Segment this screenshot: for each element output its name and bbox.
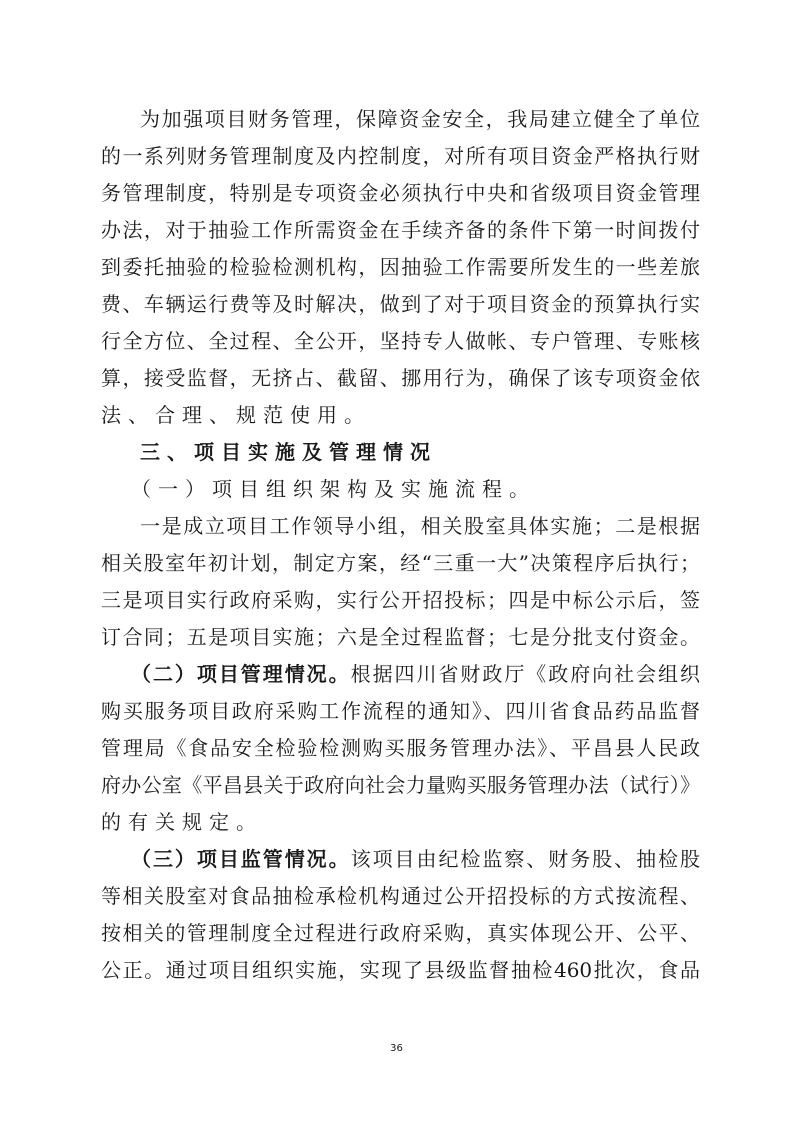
paragraph-line: 等相关股室对食品抽检承检机构通过公开招投标的方式按流程、 [101,884,700,908]
paragraph-line: 费、车辆运行费等及时解决，做到了对于项目资金的预算执行实 [101,292,700,316]
paragraph-line: 购买服务项目政府采购工作流程的通知》、四川省食品药品监督 [101,699,700,723]
paragraph-text: 该项目由纪检监察、财务股、抽检股 [350,847,701,871]
paragraph-line: 的有关规定。 [101,810,263,834]
document-body [101,101,700,989]
paragraph-line: 办法，对于抽验工作所需资金在手续齐备的条件下第一时间拨付 [101,218,700,242]
paragraph-line [101,656,700,693]
paragraph-line: 公正。通过项目组织实施，实现了县级监督抽检460批次，食品 [101,958,700,982]
paragraph-line: 管理局《食品安全检验检测购买服务管理办法》、平昌县人民政 [101,736,700,760]
subsection-lead: （二）项目管理情况。 [131,662,351,686]
paragraph-line: 到委托抽验的检验检测机构，因抽验工作需要所发生的一些差旅 [101,255,700,279]
paragraph-line: 算，接受监督，无挤占、截留、挪用行为，确保了该专项资金依 [101,366,700,390]
paragraph-text: 根据四川省财政厅《政府向社会组织 [350,662,701,686]
page-number: 36 [390,1043,403,1054]
subsection-heading: （一）项目组织架构及实施流程。 [131,477,536,501]
paragraph-line: 法、合理、规范使用。 [101,403,371,427]
paragraph-line: 三是项目实行政府采购，实行公开招投标；四是中标公示后，签 [101,588,700,612]
paragraph-line: 行全方位、全过程、全公开，坚持专人做帐、专户管理、专账核 [101,329,700,353]
paragraph-line: 一是成立项目工作领导小组，相关股室具体实施；二是根据 [140,514,700,538]
paragraph-line: 府办公室《平昌县关于政府向社会力量购买服务管理办法（试行）》 [101,773,700,797]
paragraph-line: 务管理制度，特别是专项资金必须执行中央和省级项目资金管理 [101,181,700,205]
paragraph-line: 的一系列财务管理制度及内控制度，对所有项目资金严格执行财 [101,144,700,168]
section-heading: 三、项目实施及管理情况 [140,440,437,464]
paragraph-line: 相关股室年初计划，制定方案，经“三重一大”决策程序后执行； [101,551,700,575]
subsection-lead: （三）项目监管情况。 [131,847,351,871]
paragraph-line: 按相关的管理制度全过程进行政府采购，真实体现公开、公平、 [101,921,700,945]
paragraph-line [101,841,700,878]
paragraph-line: 为加强项目财务管理，保障资金安全，我局建立健全了单位 [140,107,700,131]
paragraph-line: 订合同；五是项目实施；六是全过程监督；七是分批支付资金。 [101,625,700,649]
